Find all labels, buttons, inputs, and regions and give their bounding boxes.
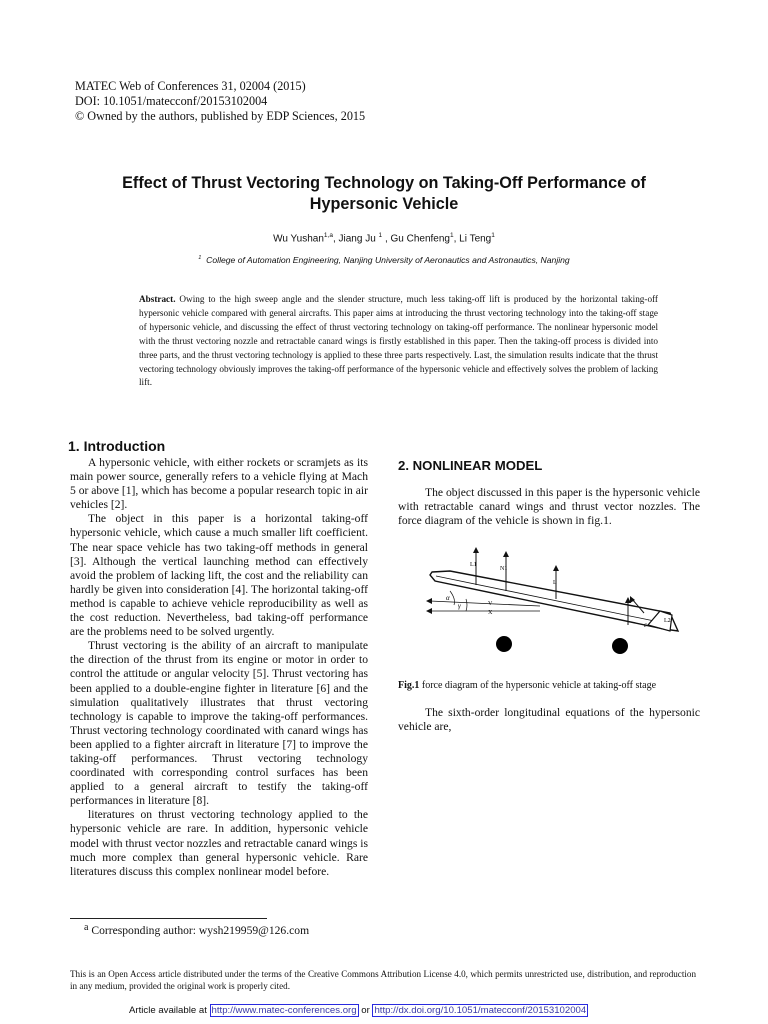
- author-1-sup: 1,a: [323, 232, 333, 239]
- intro-body: [70, 456, 368, 879]
- availability-line: [129, 1005, 588, 1016]
- paper-title: [60, 173, 708, 215]
- model-body: [398, 486, 700, 528]
- model-heading: 2. NONLINEAR MODEL: [398, 458, 543, 473]
- title-line-1: Effect of Thrust Vectoring Technology on Taking-Off Performance of: [122, 174, 646, 192]
- affiliation-sup: 1: [198, 255, 202, 262]
- availability-mid: or: [358, 1005, 373, 1016]
- label-L2: L2: [664, 618, 671, 624]
- journal-meta: [75, 79, 365, 124]
- figure-caption-text: force diagram of the hypersonic vehicle at taking-off stage: [419, 680, 657, 691]
- abstract-label: Abstract.: [139, 294, 176, 304]
- affiliation: [60, 255, 708, 265]
- intro-paragraph-1: A hypersonic vehicle, with either rockets or scramjets as its main power source, generally refers to a vehicle flying at Mach 5 or above [1], which has become a popular research topic in air vehicles [2].: [70, 456, 368, 512]
- footnote-text: Corresponding author: wysh219959@126.com: [88, 924, 310, 937]
- copyright-line: © Owned by the authors, published by EDP Sciences, 2015: [75, 109, 366, 123]
- intro-paragraph-3: Thrust vectoring is the ability of an aircraft to manipulate the direction of the thrust from its engine or motor in order to control the attitude or angular velocity [5]. Thrust vectoring has been applied to a double-engine fighter in literature [6] and the simulation qualitatively illustrates that thrust vectoring technology is capable to improve the taking-off performances. Thrust vectoring technology coordinated with canard wings has been applied to a fighter aircraft in literature [7] to improve the taking-off performances. Thrust vectoring technology coordinated with corresponding control surfaces has been applied to a general aircraft to testify the taking-off performances in literature [8].: [70, 639, 368, 808]
- model-paragraph-2: The sixth-order longitudinal equations of the hypersonic vehicle are,: [398, 706, 700, 734]
- intro-paragraph-2: The object in this paper is a horizontal taking-off hypersonic vehicle, which cause a much smaller lift coefficient. The near space vehicle has two taking-off methods in general [3]. Although the vertical launching method can effectively avoid the problem of lacking lift, the cost and the reliability can hardly be given into consideration [4]. The horizontal taking-off method is capable to achieve vehicle reproducibility as well as the cost reduction. Nevertheless, bad taking-off performance are the problems need to be solved urgently.: [70, 512, 368, 639]
- front-wheel: [496, 636, 512, 652]
- author-2-sup: 1: [378, 232, 383, 239]
- label-L: L: [553, 580, 557, 586]
- license-notice: This is an Open Access article distributed under the terms of the Creative Commons Attribution License 4.0, which permits unrestricted use, distribution, and reproduction in any medium, provided the original work is properly cited.: [70, 969, 696, 991]
- doi-line: DOI: 10.1051/matecconf/20153102004: [75, 94, 268, 108]
- abstract: [139, 293, 658, 390]
- label-L1: L1: [470, 562, 477, 568]
- label-epsilon: ε: [644, 621, 647, 629]
- author-4-sup: 1: [491, 232, 495, 239]
- label-gamma: γ: [458, 602, 461, 610]
- label-N1: N1: [500, 566, 508, 572]
- footnote-rule: [70, 918, 267, 919]
- model-body-continued: [398, 706, 700, 734]
- footnote: [84, 922, 309, 937]
- force-diagram-figure: [420, 543, 690, 658]
- doi-link[interactable]: http://dx.doi.org/10.1051/matecconf/20153102004: [374, 1005, 587, 1016]
- label-X: X: [488, 610, 493, 616]
- figure-caption-label: Fig.1: [398, 680, 420, 691]
- affiliation-text: College of Automation Engineering, Nanjing University of Aeronautics and Astronautics, Nanjing: [206, 255, 570, 265]
- label-V: V: [488, 601, 493, 607]
- intro-heading: 1. Introduction: [68, 438, 166, 454]
- label-N2: N2: [619, 640, 627, 646]
- matec-link[interactable]: http://www.matec-conferences.org: [211, 1005, 357, 1016]
- model-paragraph-1: The object discussed in this paper is the hypersonic vehicle with retractable canard wings and thrust vector nozzles. The force diagram of the vehicle is shown in fig.1.: [398, 486, 700, 528]
- title-line-2: Hypersonic Vehicle: [309, 195, 459, 213]
- author-1: Wu Yushan: [273, 233, 324, 245]
- availability-prefix: Article available at: [129, 1005, 210, 1016]
- author-list: [60, 232, 708, 244]
- author-3: , Gu Chenfeng: [382, 233, 450, 245]
- journal-name: MATEC Web of Conferences 31, 02004 (2015): [75, 79, 306, 93]
- abstract-text: Owing to the high sweep angle and the slender structure, much less taking-off lift is produced by the horizontal taking-off hypersonic vehicle compared with general aircrafts. This paper aims at introducing the thrust vectoring technology into the taking-off stage of hypersonic vehicle, and discussing the effect of thrust vectoring technology on taking-off performance. The nonlinear hypersonic model with the thrust vectoring nozzle and retractable canard wings is firstly established in this paper. Then the taking-off process is divided into three parts, and the thrust vectoring technology is applied to these three parts respectively. Last, the simulation results indicate that the thrust vectoring technology obviously improves the taking-off performance of the hypersonic vehicle and effectively solves the problem of lacking lift.: [139, 294, 658, 388]
- intro-paragraph-4: literatures on thrust vectoring technology applied to the hypersonic vehicle are rare. In addition, hypersonic vehicle model with thrust vector nozzles and retractable canard wings is much more complex than general hypersonic vehicle. Rare literatures discuss this complex nonlinear model before.: [70, 808, 368, 878]
- author-2: , Jiang Ju: [332, 233, 376, 245]
- label-alpha: α: [446, 594, 450, 602]
- author-3-sup: 1: [450, 232, 454, 239]
- footnote-sup: a: [84, 922, 89, 933]
- author-4: , Li Teng: [453, 233, 492, 245]
- figure-caption: [398, 680, 698, 692]
